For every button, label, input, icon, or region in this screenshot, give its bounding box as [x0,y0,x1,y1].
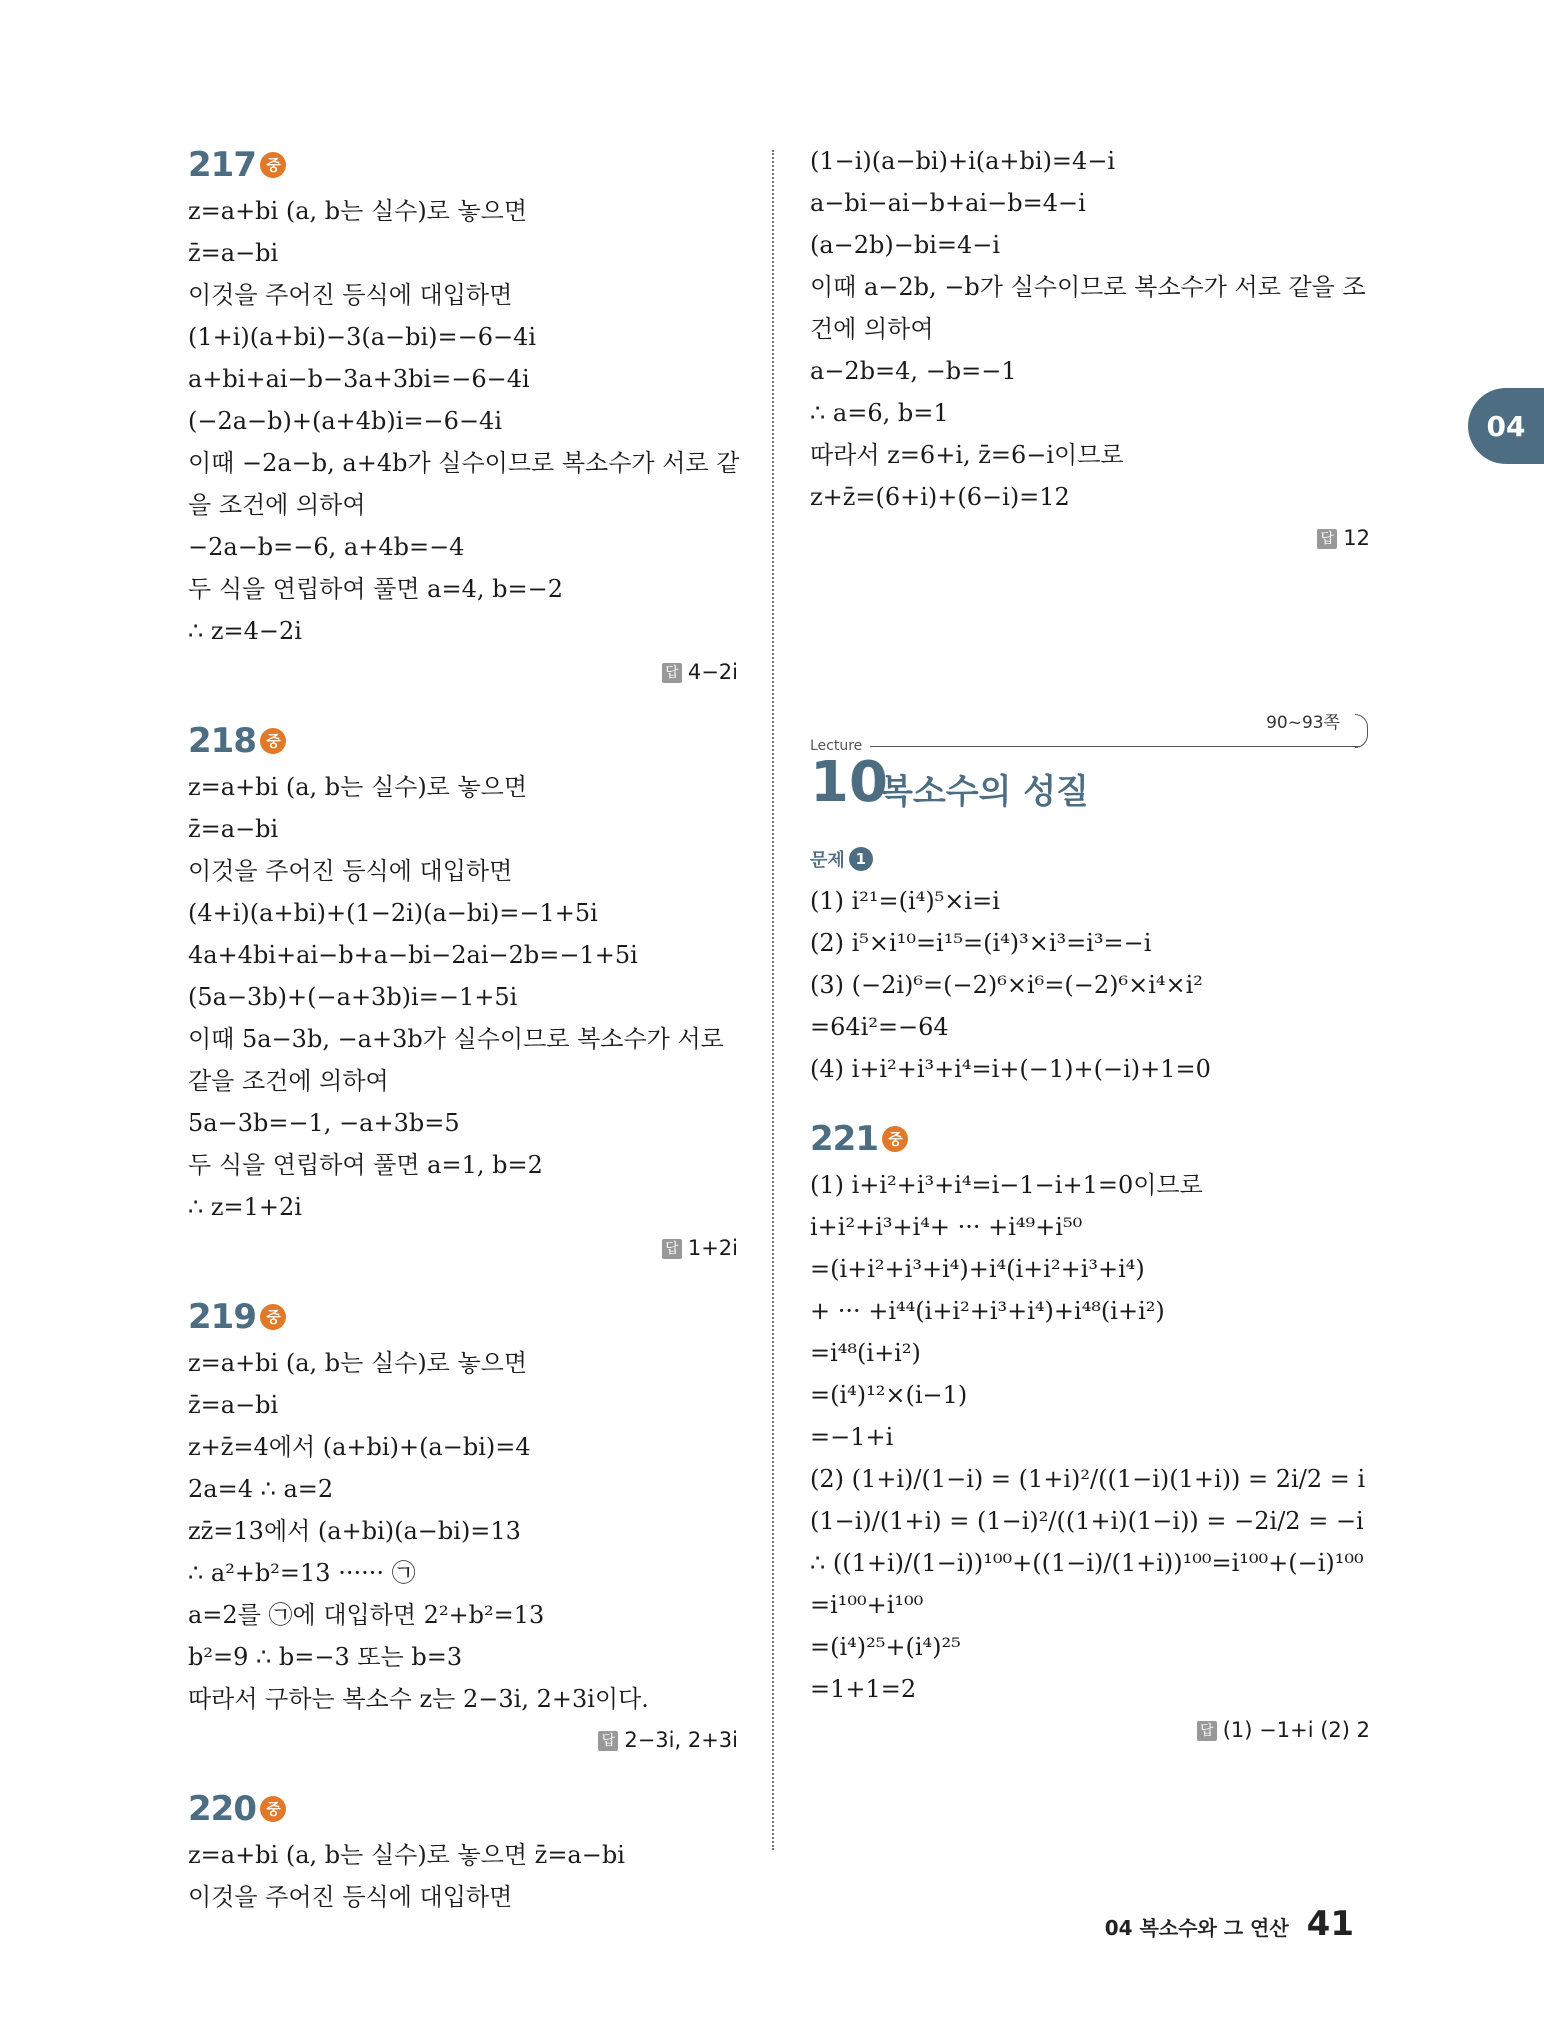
lecture-rule-curve [1355,714,1368,748]
solution-line: (1) i+i²+i³+i⁴=i−1−i+1=0이므로 [810,1171,1203,1199]
lecture-word: Lecture [810,738,863,754]
solution-line: z̄=a−bi [188,239,279,267]
right-column [810,140,1370,1750]
answer-218 [188,1228,738,1268]
solution-line: ∴ ((1+i)/(1−i))¹⁰⁰+((1−i)/(1+i))¹⁰⁰=i¹⁰⁰+(−i)¹⁰⁰ [810,1549,1364,1577]
answer-label: 답 [662,1239,682,1259]
lecture-header [810,708,1370,838]
problem-220-continued [810,140,1370,518]
solution-line: (1−i)/(1+i) = (1−i)²/((1+i)(1−i)) = −2i/2 = −i [810,1507,1364,1535]
solution-line: i+i²+i³+i⁴+ ··· +i⁴⁹+i⁵⁰ [810,1213,1083,1241]
page-footer [1105,1904,1354,1944]
solution-line: −2a−b=−6, a+4b=−4 [188,533,465,561]
column-divider [772,150,774,1850]
solution-line: z̄=a−bi [188,815,279,843]
solution-line: 이때 5a−3b, −a+3b가 실수이므로 복소수가 서로 [188,1025,724,1053]
question-number: 1 [849,847,873,871]
solution-line: a=2를 ㉠에 대입하면 2²+b²=13 [188,1601,545,1629]
solution-line: z=a+bi (a, b는 실수)로 놓으면 [188,773,528,801]
solution-line: + ··· +i⁴⁴(i+i²+i³+i⁴)+i⁴⁸(i+i²) [810,1297,1165,1325]
solution-line: (1−i)(a−bi)+i(a+bi)=4−i [810,147,1116,175]
solution-line: ∴ z=4−2i [188,617,302,645]
solution-line: =i¹⁰⁰+i¹⁰⁰ [810,1591,924,1619]
problem-220-header [188,1784,738,1834]
solution-line: 4a+4bi+ai−b+a−bi−2ai−2b=−1+5i [188,941,638,969]
problem-218-header [188,716,738,766]
answer-219 [188,1720,738,1760]
solution-line: =(i⁴)¹²×(i−1) [810,1381,968,1409]
page-number: 41 [1306,1904,1354,1944]
solution-line: a−bi−ai−b+ai−b=4−i [810,189,1086,217]
solution-line: z=a+bi (a, b는 실수)로 놓으면 z̄=a−bi [188,1841,625,1869]
problem-221-header [810,1114,1370,1164]
solution-line: 이때 −2a−b, a+4b가 실수이므로 복소수가 서로 같 [188,449,740,477]
solution-line: ∴ z=1+2i [188,1193,302,1221]
problem-221-lines [810,1164,1370,1710]
solution-line: 이것을 주어진 등식에 대입하면 [188,1883,513,1911]
question-lines [810,880,1370,1090]
problem-number: 220 [188,1789,256,1829]
solution-line: 5a−3b=−1, −a+3b=5 [188,1109,460,1137]
solution-line: 이것을 주어진 등식에 대입하면 [188,857,513,885]
difficulty-badge: 중 [260,1304,286,1330]
solution-line: z=a+bi (a, b는 실수)로 놓으면 [188,197,528,225]
question-line: (2) i⁵×i¹⁰=i¹⁵=(i⁴)³×i³=i³=−i [810,929,1152,957]
lecture-rule [870,746,1360,747]
solution-line: =(i⁴)²⁵+(i⁴)²⁵ [810,1633,961,1661]
answer-label: 답 [662,663,682,683]
question-line: =64i²=−64 [810,1013,949,1041]
answer-label: 답 [598,1731,618,1751]
problem-number: 218 [188,721,256,761]
solution-line: 두 식을 연립하여 풀면 a=4, b=−2 [188,575,563,603]
solution-line: =1+1=2 [810,1675,917,1703]
problem-number: 217 [188,145,256,185]
difficulty-badge: 중 [882,1126,908,1152]
solution-line: z+z̄=4에서 (a+bi)+(a−bi)=4 [188,1433,531,1461]
answer-221-value: (1) −1+i (2) 2 [1222,1718,1370,1742]
problem-gap [188,692,738,716]
solution-line: ∴ a=6, b=1 [810,399,949,427]
answer-221 [810,1710,1370,1750]
problem-221-number: 221 [810,1119,878,1159]
problem-gap [188,1760,738,1784]
answer-value: 2−3i, 2+3i [624,1728,738,1752]
question-line: (3) (−2i)⁶=(−2)⁶×i⁶=(−2)⁶×i⁴×i² [810,971,1203,999]
solution-line: (−2a−b)+(a+4b)i=−6−4i [188,407,502,435]
solution-line: ∴ a²+b²=13 ······ ㉠ [188,1559,416,1587]
answer-220-value: 12 [1343,526,1370,550]
lecture-pages: 90~93쪽 [1266,713,1340,733]
solution-line: =i⁴⁸(i+i²) [810,1339,921,1367]
solution-line: 이것을 주어진 등식에 대입하면 [188,281,513,309]
solution-line: zz̄=13에서 (a+bi)(a−bi)=13 [188,1517,521,1545]
answer-220 [810,518,1370,558]
answer-label: 답 [1197,1721,1217,1741]
solution-line: 건에 의하여 [810,315,934,343]
solution-line: z=a+bi (a, b는 실수)로 놓으면 [188,1349,528,1377]
solution-line: a−2b=4, −b=−1 [810,357,1017,385]
solution-line: 따라서 z=6+i, z̄=6−i이므로 [810,441,1124,469]
solution-line: =−1+i [810,1423,894,1451]
solution-line: a+bi+ai−b−3a+3bi=−6−4i [188,365,530,393]
solution-line: 두 식을 연립하여 풀면 a=1, b=2 [188,1151,543,1179]
solution-line: 2a=4 ∴ a=2 [188,1475,334,1503]
question-label [810,838,1370,880]
left-column [188,140,738,1918]
difficulty-badge: 중 [260,1796,286,1822]
difficulty-badge: 중 [260,728,286,754]
problem-number: 219 [188,1297,256,1337]
lecture-number: 10 [810,750,888,815]
answer-217 [188,652,738,692]
solution-line: =(i+i²+i³+i⁴)+i⁴(i+i²+i³+i⁴) [810,1255,1145,1283]
question-line: (1) i²¹=(i⁴)⁵×i=i [810,887,1000,915]
problem-gap [188,1268,738,1292]
solution-line: (a−2b)−bi=4−i [810,231,1001,259]
question-line: (4) i+i²+i³+i⁴=i+(−1)+(−i)+1=0 [810,1055,1211,1083]
answer-label: 답 [1317,529,1337,549]
solution-line: 을 조건에 의하여 [188,491,366,519]
answer-value: 1+2i [687,1236,738,1260]
solution-line: 이때 a−2b, −b가 실수이므로 복소수가 서로 같을 조 [810,273,1366,301]
problem-217-header [188,140,738,190]
solution-line: (4+i)(a+bi)+(1−2i)(a−bi)=−1+5i [188,899,598,927]
chapter-tab [1468,388,1544,464]
solution-line: (2) (1+i)/(1−i) = (1+i)²/((1−i)(1+i)) = 2i/2 = i [810,1465,1366,1493]
difficulty-badge: 중 [260,152,286,178]
answer-value: 4−2i [687,660,738,684]
solution-line: 따라서 구하는 복소수 z는 2−3i, 2+3i이다. [188,1685,649,1713]
lecture-title: 복소수의 성질 [880,772,1089,812]
solution-line: (5a−3b)+(−a+3b)i=−1+5i [188,983,518,1011]
solution-line: z+z̄=(6+i)+(6−i)=12 [810,483,1070,511]
question-label-text: 문제 [810,850,845,871]
solution-line: (1+i)(a+bi)−3(a−bi)=−6−4i [188,323,537,351]
solution-line: b²=9 ∴ b=−3 또는 b=3 [188,1643,463,1671]
chapter-tab-label: 04 [1486,410,1526,443]
solution-line: 같을 조건에 의하여 [188,1067,389,1095]
solution-line: z̄=a−bi [188,1391,279,1419]
footer-chapter-title: 04 복소수와 그 연산 [1104,1916,1289,1940]
problem-219-header [188,1292,738,1342]
